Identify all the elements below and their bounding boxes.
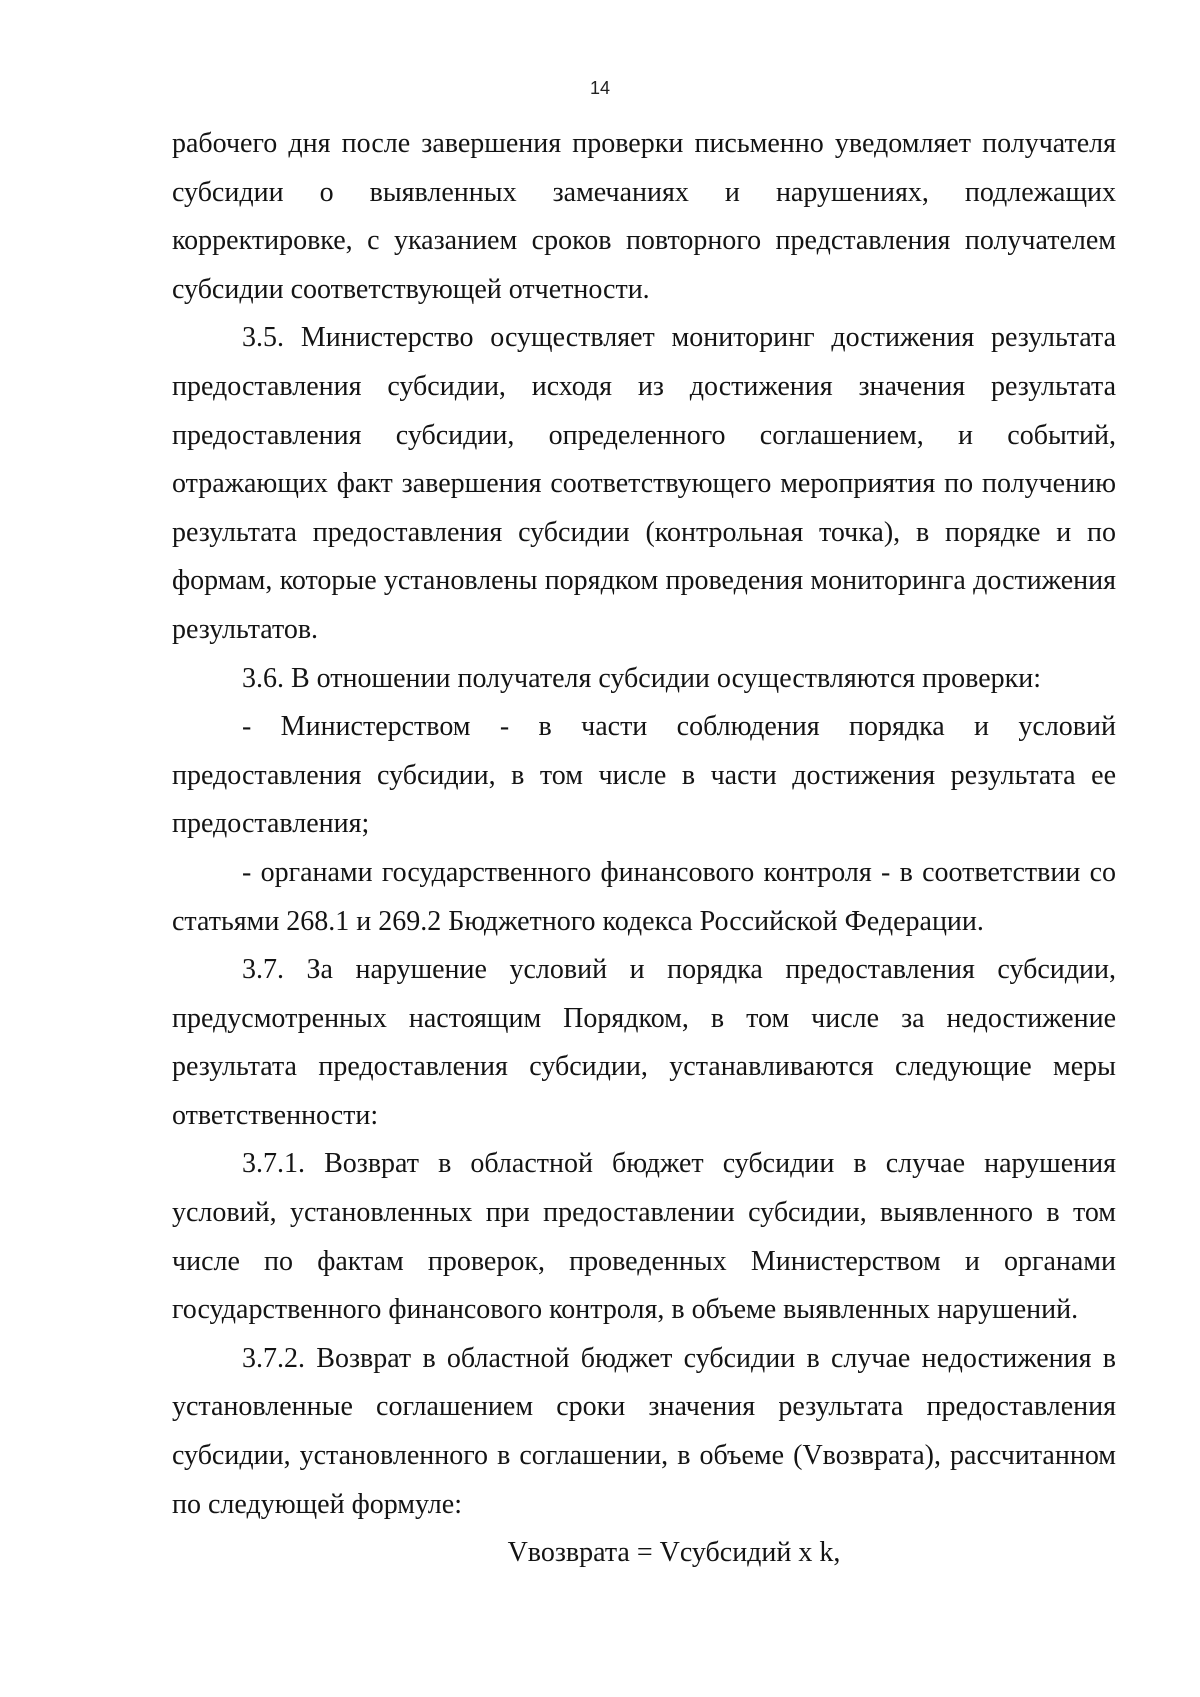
list-item-ministry-checks: - Министерством - в части соблюдения порядка и условий предоставления субсидии, в том числе в части достижения результата ее предоставления; [172,711,1116,840]
page-number: 14 [589,78,611,98]
paragraph-3-5: 3.5. Министерство осуществляет мониторинг достижения результата предоставления субсидии, исходя из достижения значения результата предоставления субсидии, определенного соглашением, и событий, отражающих факт завершения соответствующего мероприятия по получению результата предоставления субсидии (контрольная точка), в порядке и по формам, которые установлены порядком проведения мониторинга достижения результатов. [172,322,1116,645]
paragraph-3-7-2: 3.7.2. Возврат в областной бюджет субсидии в случае недостижения в установленные соглашением сроки значения результата предоставления субсидии, установленного в соглашении, в объеме (Vвозврата), рассчитанном по следующей формуле: [172,1342,1116,1520]
list-item-financial-control-checks: - органами государственного финансового контроля - в соответствии со статьями 268.1 и 269.2 Бюджетного кодекса Российской Федерации. [172,856,1116,937]
refund-formula: Vвозврата = Vсубсидий x k, [507,1537,841,1569]
document-body [172,120,1116,1578]
paragraph-3-7-1: 3.7.1. Возврат в областной бюджет субсидии в случае нарушения условий, установленных при предоставлении субсидии, выявленного в том числе по фактам проверок, проведенных Министерством и органами государственного финансового контроля, в объеме выявленных нарушений. [172,1148,1116,1326]
paragraph-3-7: 3.7. За нарушение условий и порядка предоставления субсидии, предусмотренных настоящим Порядком, в том числе за недостижение результата предоставления субсидии, устанавливаются следующие меры ответственности: [172,954,1116,1131]
paragraph-continuation: рабочего дня после завершения проверки письменно уведомляет получателя субсидии о выявленных замечаниях и нарушениях, подлежащих корректировке, с указанием сроков повторного представления получателем субсидии соответствующей отчетности. [172,128,1116,305]
paragraph-3-6: 3.6. В отношении получателя субсидии осуществляются проверки: [242,662,1041,694]
